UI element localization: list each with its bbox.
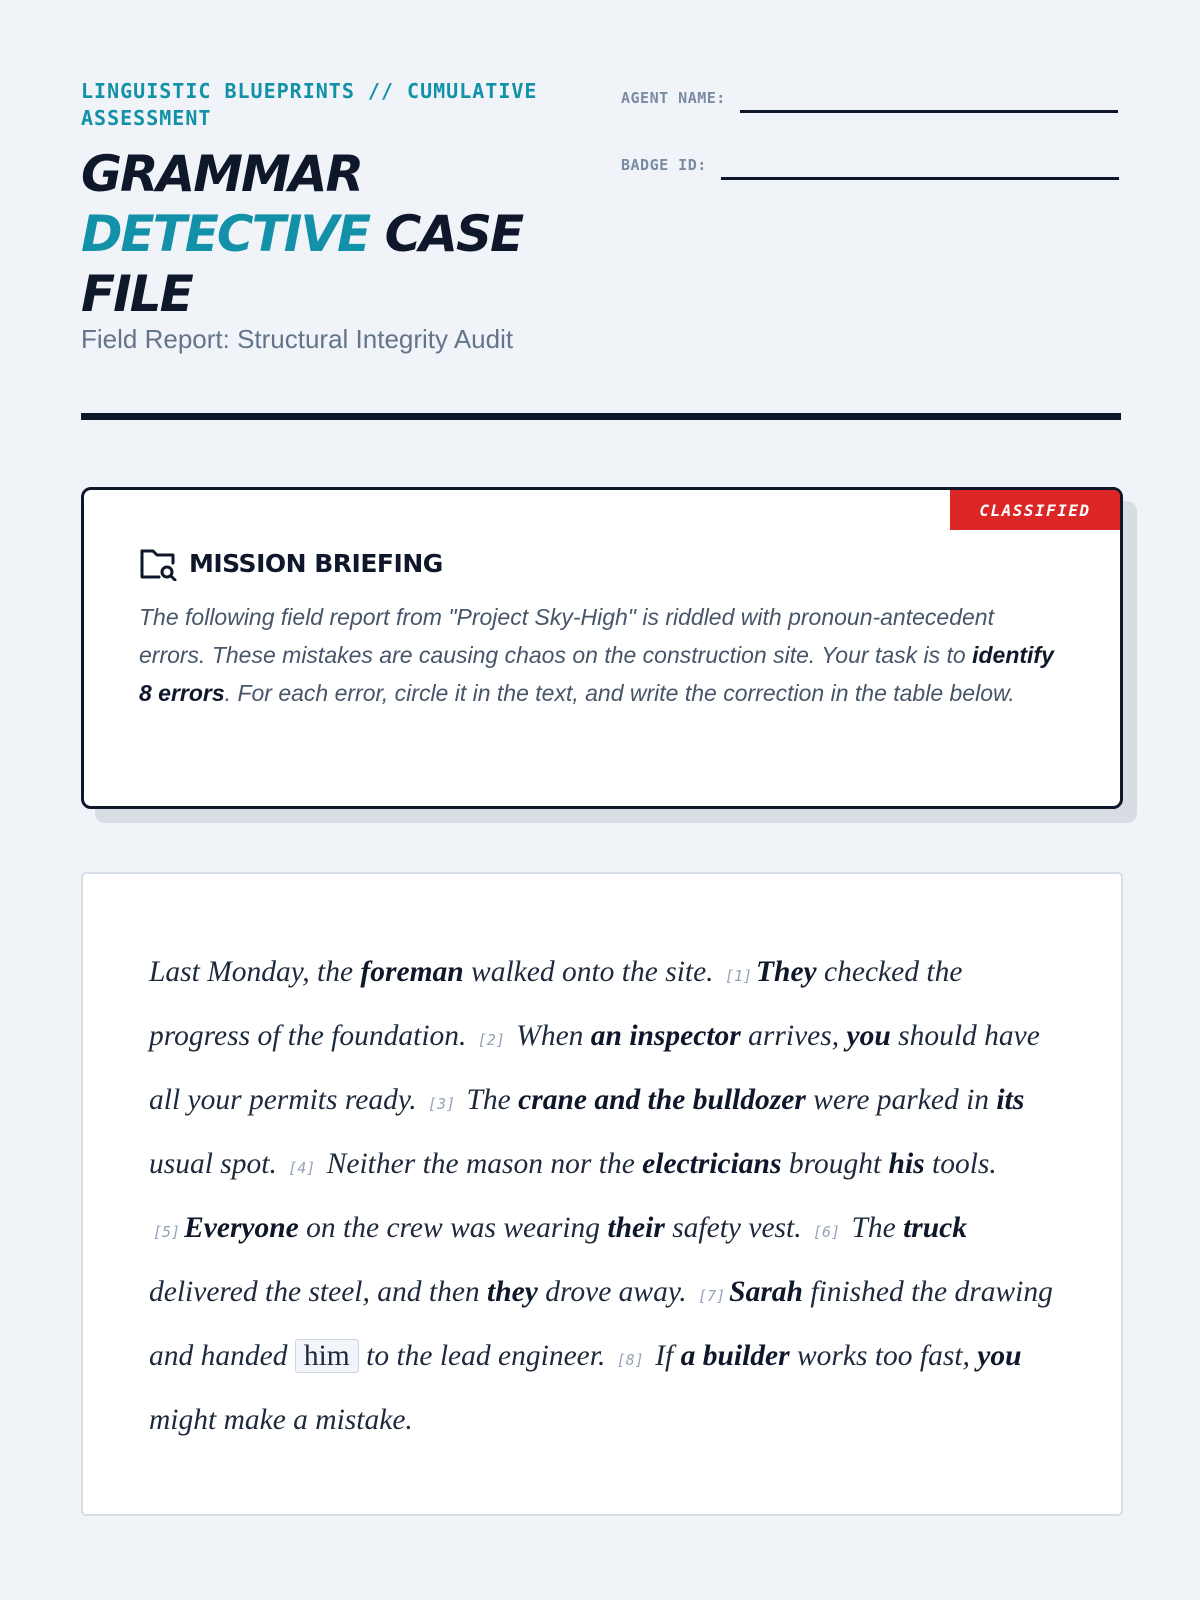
header-divider	[81, 413, 1121, 420]
error-marker-7: [7]	[698, 1287, 726, 1305]
error-marker-8: [8]	[616, 1351, 644, 1369]
field-report-card	[81, 872, 1123, 1516]
agent-name-blank[interactable]	[740, 90, 1118, 113]
title-word-grammar: GRAMMAR	[81, 145, 362, 203]
error-marker-4: [4]	[288, 1159, 316, 1177]
title-word-case: CASE	[384, 205, 523, 263]
badge-id-blank[interactable]	[721, 157, 1119, 180]
badge-id-field	[621, 156, 1119, 180]
error-marker-3: [3]	[428, 1095, 456, 1113]
error-marker-2: [2]	[477, 1031, 505, 1049]
agent-name-label: AGENT NAME:	[621, 89, 726, 107]
course-kicker: LINGUISTIC BLUEPRINTS // CUMULATIVE ASSESSMENT	[81, 79, 538, 130]
page-title	[81, 144, 601, 324]
error-count-highlight: identify 8 errors	[139, 642, 1054, 706]
briefing-title: MISSION BRIEFING	[189, 548, 443, 578]
badge-id-label: BADGE ID:	[621, 156, 707, 174]
highlighted-pronoun[interactable]: him	[295, 1339, 359, 1373]
error-marker-1: [1]	[724, 967, 753, 985]
briefing-header	[139, 545, 443, 581]
title-word-detective: DETECTIVE	[81, 205, 370, 263]
classified-badge: CLASSIFIED	[950, 490, 1120, 530]
folder-search-icon	[139, 545, 177, 581]
field-report-text: Last Monday, the foreman walked onto the site. [1] They checked the progress of the foundation. [2] When an inspector arrives, you should have all your permits ready. [3] The crane and the bulldozer were parked in its usual spot. [4] Neither the mason nor the electricians brought his tools. [5] Everyone on the crew was wearing their safety vest. [6] The truck delivered the steel, and then they drove away. [7] Sarah finished the drawing and handed him to the lead engineer. [8] If a builder works too fast, you might make a mistake.	[149, 956, 1053, 1436]
error-marker-5: [5]	[153, 1223, 181, 1241]
title-word-file: FILE	[81, 265, 192, 323]
page-subtitle: Field Report: Structural Integrity Audit	[81, 324, 514, 354]
briefing-text: The following field report from "Project Sky-High" is riddled with pronoun-antecedent errors. These mistakes are causing chaos on the construction site. Your task is to identify 8 errors. For each error, circle it in the text, and write the correction in the table below.	[139, 604, 1054, 706]
header	[81, 78, 1121, 378]
mission-briefing-card	[81, 487, 1123, 809]
agent-name-field	[621, 89, 1118, 113]
error-marker-6: [6]	[813, 1223, 841, 1241]
